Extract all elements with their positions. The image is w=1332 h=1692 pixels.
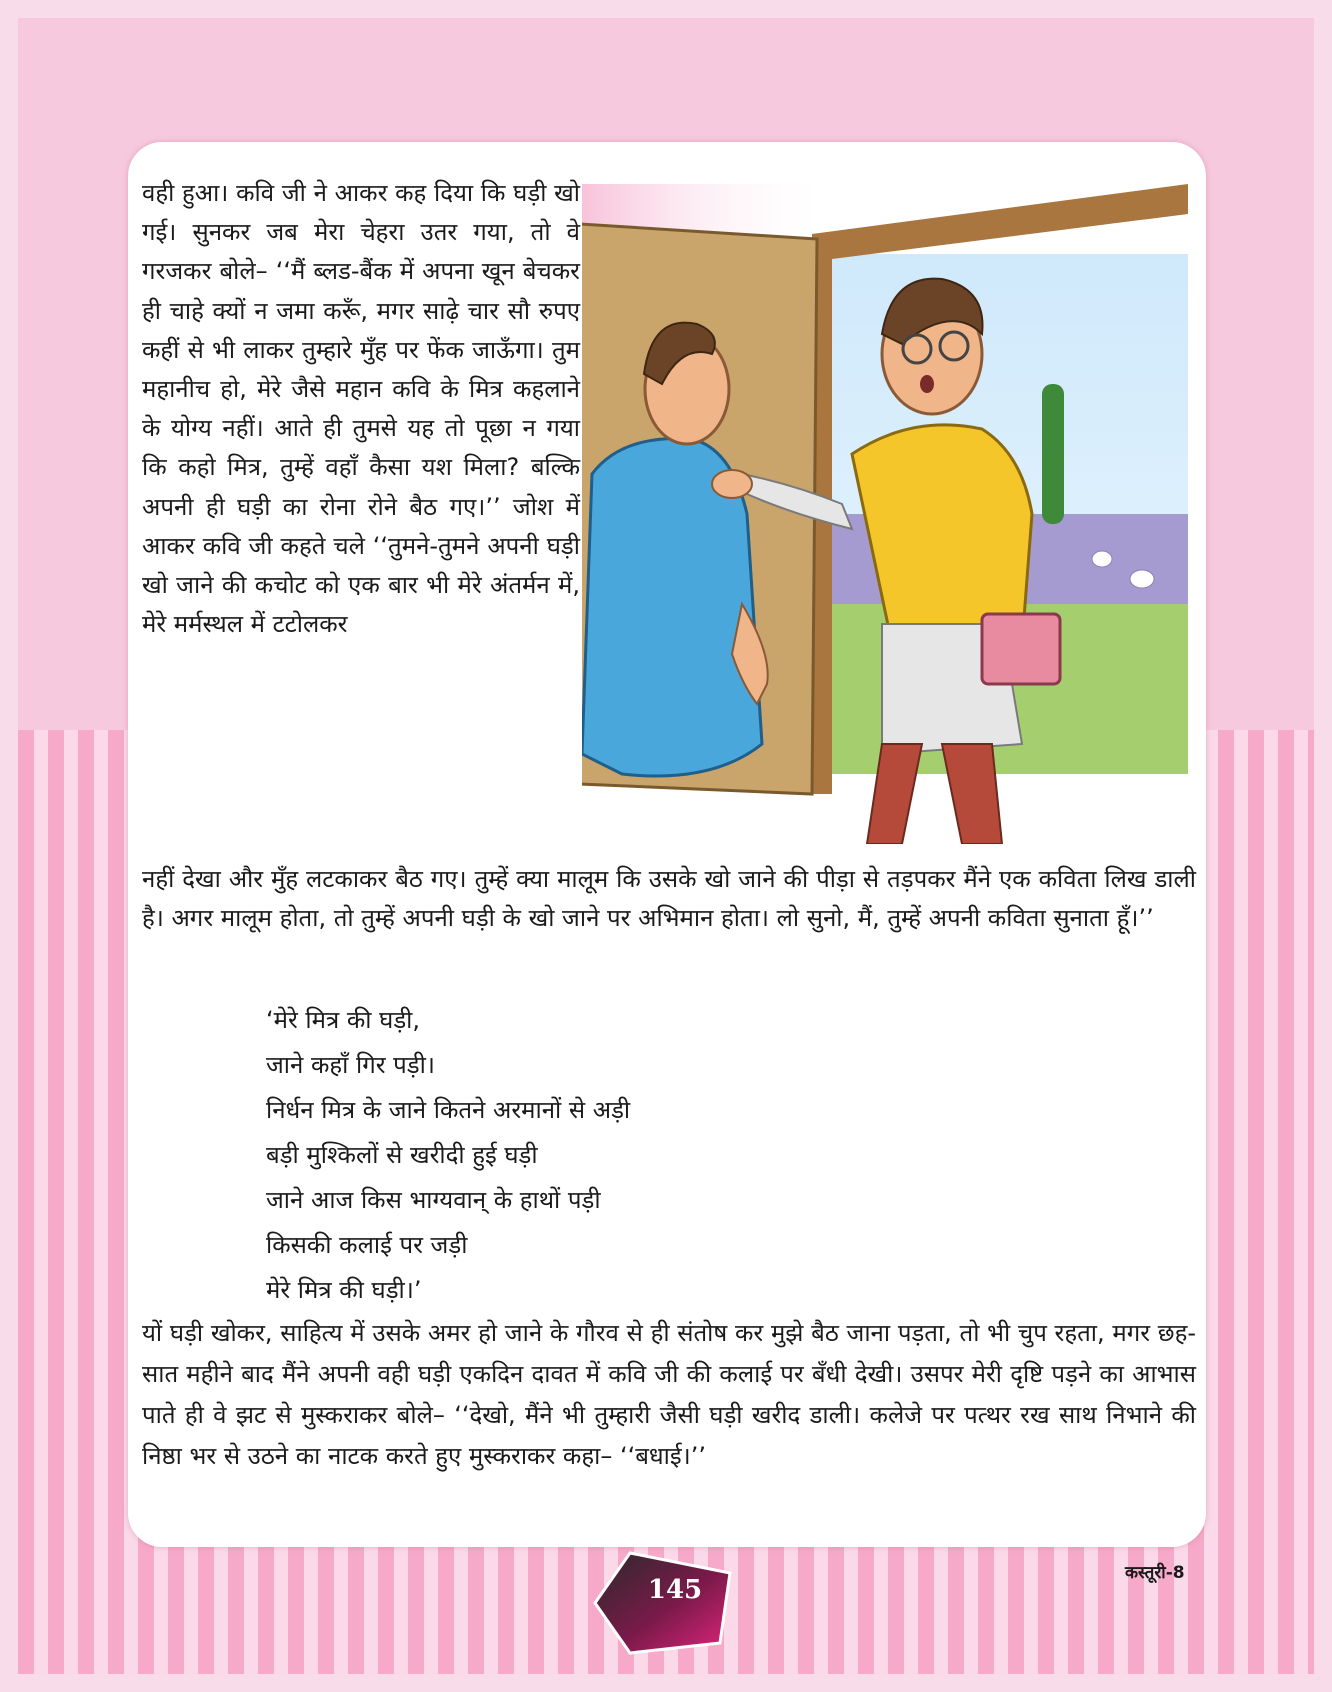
poem-line: किसकी कलाई पर जड़ी bbox=[266, 1231, 468, 1259]
poem bbox=[266, 998, 966, 1313]
book-label: कस्तूरी-8 bbox=[1125, 1563, 1185, 1583]
page-number: 145 bbox=[647, 1575, 703, 1605]
poem-line: जाने आज किस भाग्यवान् के हाथों पड़ी bbox=[266, 1186, 601, 1214]
poem-line: जाने कहाँ गिर पड़ी। bbox=[266, 1051, 435, 1079]
story-paragraph-middle: नहीं देखा और मुँह लटकाकर बैठ गए। तुम्हें क्या मालूम कि उसके खो जाने की पीड़ा से तड़पकर मैंने एक कविता लिख डाली है। अगर मालूम होता, तो तुम्हें अपनी घड़ी के खो जाने पर अभिमान होता। लो सुनो, मैं, तुम्हें अपनी कविता सुनाता हूँ।’’ bbox=[142, 865, 1196, 933]
story-paragraph-bottom: यों घड़ी खोकर, साहित्य में उसके अमर हो जाने के गौरव से ही संतोष कर मुझे बैठ जाना पड़ता, तो भी चुप रहता, मगर छह-सात महीने बाद मैंने अपनी वही घड़ी एकदिन दावत में कवि जी की कलाई पर बँधी देखी। उसपर मेरी दृष्टि पड़ने का आभास पाते ही वे झट से मुस्कराकर बोले– ‘‘देखो, मैंने भी तुम्हारी जैसी घड़ी खरीद डाली। कलेजे पर पत्थर रख साथ निभाने की निष्ठा भर से उठने का नाटक करते हुए मुस्कराकर कहा– ‘‘बधाई।’’ bbox=[142, 1319, 1196, 1470]
story-paragraph-top: वही हुआ। कवि जी ने आकर कह दिया कि घड़ी खो गई। सुनकर जब मेरा चेहरा उतर गया, तो वे गरजकर बोले– ‘‘मैं ब्लड-बैंक में अपना खून बेचकर ही चाहे क्यों न जमा करूँ, मगर साढ़े चार सौ रुपए कहीं से भी लाकर तुम्हारे मुँह पर फेंक जाऊँगा। तुम महानीच हो, मेरे जैसे महान कवि के मित्र कहलाने के योग्य नहीं। आते ही तुमसे यह तो पूछा न गया कि कहो मित्र, तुम्हें वहाँ कैसा यश मिला? बल्कि अपनी ही घड़ी का रोना रोने बैठ गए।’’ जोश में आकर कवि जी कहते चले ‘‘तुमने-तुमने अपनी घड़ी खो जाने की कचोट को एक बार भी मेरे अंतर्मन में, मेरे मर्मस्थल में टटोलकर bbox=[142, 179, 580, 639]
poem-line: ‘मेरे मित्र की घड़ी, bbox=[266, 1006, 421, 1034]
poem-line: निर्धन मित्र के जाने कितने अरमानों से अड़ी bbox=[266, 1096, 631, 1124]
poem-line: बड़ी मुश्किलों से खरीदी हुई घड़ी bbox=[266, 1141, 538, 1169]
door-scene-illustration bbox=[582, 184, 1188, 844]
poem-line: मेरे मित्र की घड़ी।’ bbox=[266, 1276, 422, 1304]
